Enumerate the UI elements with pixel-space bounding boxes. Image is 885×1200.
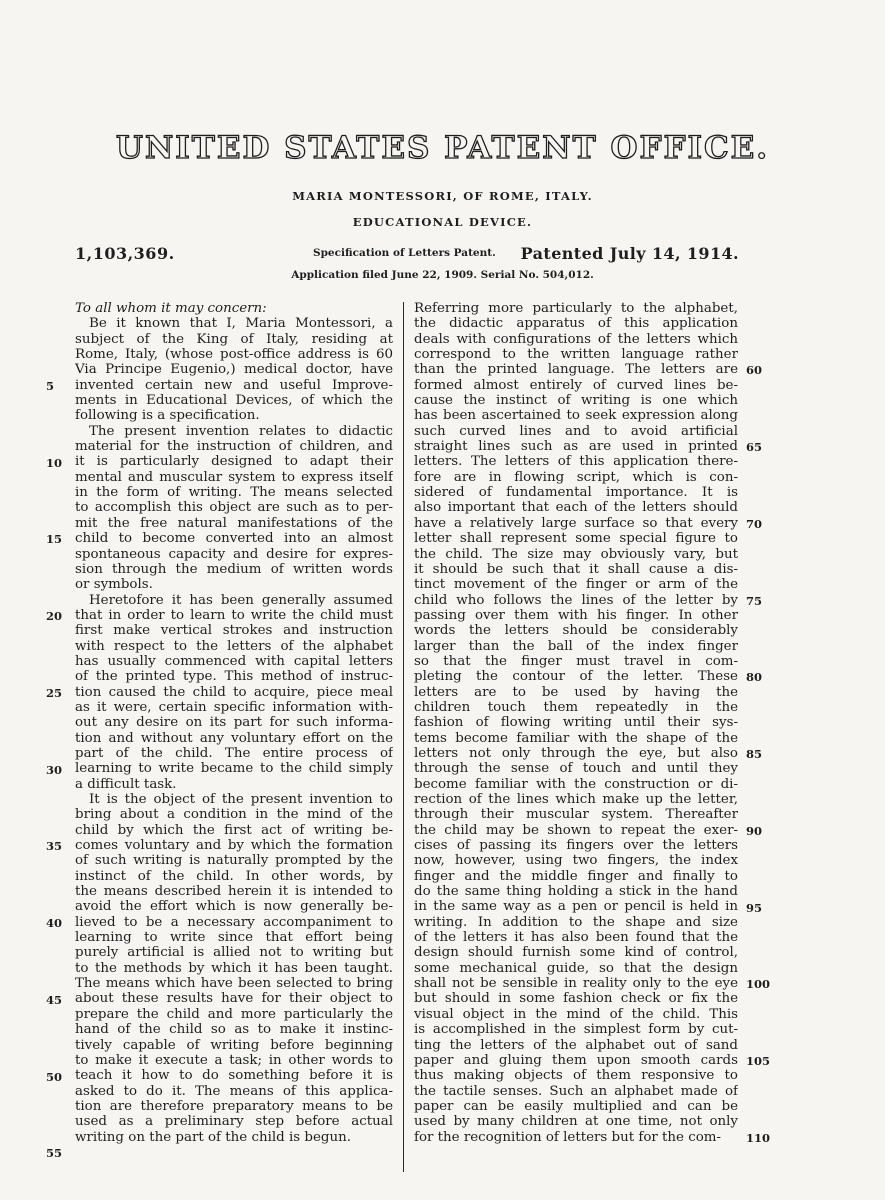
text-line: purely artificial is allied not to writing but (75, 945, 393, 961)
text-line: hand of the child so as to make it instinc- (75, 1022, 393, 1038)
text-line: shall not be sensible in reality only to the eye (414, 976, 738, 992)
text-line: to accomplish this object are such as to per- (75, 500, 393, 516)
patent-number: 1,103,369. (75, 244, 175, 263)
text-line: cause the instinct of writing is one which (414, 393, 738, 409)
text-line: to the methods by which it has been taught. (75, 960, 393, 976)
text-line: child to become converted into an almost (75, 531, 393, 547)
text-line: also important that each of the letters should (414, 500, 738, 516)
text-line: the tactile senses. Such an alphabet made of (414, 1083, 738, 1099)
text-line: do the same thing holding a stick in the hand (414, 884, 738, 900)
text-line: letter shall represent some special figure to (414, 531, 738, 547)
text-line: passing over them with his finger. In other (414, 607, 738, 623)
text-line: or symbols. (75, 577, 153, 593)
text-line: avoid the effort which is now generally be- (75, 899, 393, 915)
text-line: The means which have been selected to bring (75, 976, 393, 992)
text-line: through the sense of touch and until they (414, 761, 738, 777)
text-line: lieved to be a necessary accompaniment to (75, 914, 393, 930)
text-line: have a relatively large surface so that every (414, 515, 738, 531)
text-line: in the same way as a pen or pencil is held in (414, 899, 738, 915)
line-number: 110 (746, 1130, 771, 1145)
office-title: UNITED STATES PATENT OFFICE. (115, 130, 770, 166)
text-line: Rome, Italy, (whose post-office address is 60 (75, 347, 393, 363)
text-line: child who follows the lines of the letter by (414, 592, 738, 608)
text-line: is accomplished in the simplest form by cut- (414, 1022, 738, 1038)
text-line: comes voluntary and by which the formation (75, 838, 393, 854)
text-line: spontaneous capacity and desire for expres- (75, 546, 393, 562)
text-line: has been ascertained to seek expression along (414, 408, 738, 424)
text-line: writing. In addition to the shape and size (414, 914, 738, 930)
text-line: paper can be easily multiplied and can be (414, 1098, 738, 1114)
text-line: that in order to learn to write the child must (75, 607, 393, 623)
column-divider (403, 302, 404, 1172)
text-line: the child may be shown to repeat the exer- (414, 822, 738, 838)
left-text-column (75, 301, 393, 1145)
text-line: Be it known that I, Maria Montessori, a (89, 316, 393, 332)
line-number: 45 (46, 992, 63, 1007)
text-line: To all whom it may concern: (75, 301, 267, 316)
text-line: deals with configurations of the letters which (414, 331, 738, 347)
line-number: 50 (46, 1069, 63, 1084)
text-line: has usually commenced with capital letters (75, 653, 393, 669)
text-line: but should in some fashion check or fix the (414, 991, 738, 1007)
text-line: learning to write became to the child simply (75, 761, 393, 777)
text-line: thus making objects of them responsive to (414, 1068, 738, 1084)
text-line: design should furnish some kind of control, (414, 945, 738, 961)
text-line: some mechanical guide, so that the design (414, 960, 738, 976)
line-number: 75 (746, 593, 763, 608)
text-line: through their muscular system. Thereafter (414, 807, 738, 823)
text-line: tion are therefore preparatory means to be (75, 1098, 393, 1114)
text-line: the child. The size may obviously vary, but (414, 546, 738, 562)
text-line: for the recognition of letters but for the com- (414, 1129, 722, 1145)
text-line: larger than the ball of the index finger (414, 638, 738, 654)
line-number: 10 (46, 455, 63, 470)
text-line: teach it how to do something before it is (75, 1068, 393, 1084)
specification-label: Specification of Letters Patent. (313, 247, 496, 259)
text-line: with respect to the letters of the alphabet (75, 638, 393, 654)
text-line: subject of the King of Italy, residing at (75, 331, 393, 347)
line-number: 100 (746, 977, 771, 992)
text-line: mit the free natural manifestations of the (75, 515, 393, 531)
text-line: of such writing is naturally prompted by the (75, 853, 393, 869)
text-line: pleting the contour of the letter. These (414, 669, 738, 685)
text-line: invented certain new and useful Improve- (75, 377, 393, 393)
text-line: letters not only through the eye, but also (414, 745, 738, 761)
line-number: 25 (46, 685, 63, 700)
text-line: to make it execute a task; in other words to (75, 1052, 393, 1068)
text-line: straight lines such as are used in printed (414, 439, 738, 455)
text-line: paper and gluing them upon smooth cards (414, 1052, 738, 1068)
line-number: 60 (746, 363, 763, 378)
text-line: rection of the lines which make up the letter, (414, 792, 738, 807)
line-number: 5 (46, 378, 55, 393)
text-line: ting the letters of the alphabet out of sand (414, 1037, 738, 1053)
right-text-column (414, 301, 738, 1145)
specification-row (0, 244, 885, 266)
text-line: Referring more particularly to the alphabet, (414, 301, 738, 316)
text-line: It is the object of the present invention to (89, 792, 393, 807)
line-number: 90 (746, 823, 763, 838)
text-line: such curved lines and to avoid artificial (414, 423, 738, 439)
text-line: tion caused the child to acquire, piece meal (75, 684, 393, 700)
line-number: 85 (746, 747, 763, 762)
line-number: 20 (46, 609, 63, 623)
text-line: instinct of the child. In other words, by (75, 868, 393, 884)
text-line: The present invention relates to didactic (89, 423, 393, 439)
text-line: the means described herein it is intended to (75, 884, 393, 900)
inventor-line: MARIA MONTESSORI, OF ROME, ITALY. (292, 189, 593, 203)
text-line: as it were, certain specific information with- (75, 699, 393, 715)
text-line: sidered of fundamental importance. It is (414, 485, 738, 501)
text-line: prepare the child and more particularly the (75, 1006, 393, 1022)
text-line: material for the instruction of children, and (75, 439, 393, 455)
text-line: become familiar with the construction or di- (414, 776, 738, 792)
text-line: part of the child. The entire process of (75, 745, 393, 761)
text-line: correspond to the written language rather (414, 347, 738, 363)
line-number: 70 (746, 516, 763, 531)
text-line: Heretofore it has been generally assumed (89, 592, 393, 608)
text-line: bring about a condition in the mind of the (75, 807, 393, 823)
text-line: in the form of writing. The means selected (75, 485, 393, 501)
invention-title: EDUCATIONAL DEVICE. (352, 215, 533, 229)
text-line: tems become familiar with the shape of the (414, 730, 738, 746)
text-line: letters. The letters of this application there- (414, 454, 738, 470)
text-line: the didactic apparatus of this application (414, 316, 738, 332)
text-line: of the letters it has also been found that the (414, 930, 738, 946)
line-number: 30 (46, 762, 63, 777)
line-number: 15 (46, 532, 63, 547)
text-line: it is particularly designed to adapt their (75, 454, 393, 470)
text-line: about these results have for their object to (75, 991, 393, 1007)
line-number: 40 (46, 916, 63, 930)
text-line: first make vertical strokes and instruction (75, 623, 393, 639)
line-number: 65 (746, 440, 763, 455)
text-line: mental and muscular system to express itself (75, 469, 393, 485)
text-line: writing on the part of the child is begun. (75, 1129, 351, 1145)
text-line: visual object in the mind of the child. This (414, 1006, 738, 1022)
text-line: children touch them repeatedly in the (414, 699, 738, 715)
line-number: 35 (46, 839, 63, 854)
text-line: words the letters should be considerably (414, 623, 738, 639)
patent-date: Patented July 14, 1914. (520, 244, 739, 263)
application-line: Application filed June 22, 1909. Serial No. 504,012. (291, 269, 594, 281)
text-line: out any desire on its part for such informa- (75, 715, 393, 731)
text-line: cises of passing its fingers over the letters (414, 838, 738, 854)
text-line: child by which the first act of writing be- (75, 822, 393, 838)
text-line: than the printed language. The letters are (414, 362, 738, 378)
text-line: it should be such that it shall cause a dis- (414, 561, 738, 577)
text-line: ments in Educational Devices, of which the (75, 393, 393, 409)
text-line: tinct movement of the finger or arm of the (414, 577, 738, 593)
text-line: formed almost entirely of curved lines be- (414, 377, 738, 393)
text-line: of the printed type. This method of instruc- (75, 669, 393, 685)
text-line: fashion of flowing writing until their sys- (414, 715, 738, 731)
text-line: fore are in flowing script, which is con- (414, 469, 738, 485)
text-line: so that the finger must travel in com- (414, 653, 738, 669)
text-line: learning to write since that effort being (75, 930, 393, 946)
text-line: finger and the middle finger and finally to (414, 868, 738, 884)
line-number: 80 (746, 670, 763, 685)
text-line: Via Principe Eugenio,) medical doctor, have (75, 362, 393, 378)
line-number: 55 (46, 1146, 63, 1161)
text-line: used as a preliminary step before actual (75, 1114, 393, 1130)
text-line: tively capable of writing before beginning (75, 1037, 393, 1053)
text-line: sion through the medium of written words (75, 561, 393, 577)
line-number: 105 (746, 1054, 771, 1069)
text-line: tion and without any voluntary effort on the (75, 730, 393, 746)
text-line: asked to do it. The means of this applica- (75, 1083, 393, 1099)
text-line: following is a specification. (75, 408, 260, 424)
text-line: used by many children at one time, not only (414, 1114, 738, 1130)
text-line: now, however, using two fingers, the index (414, 853, 738, 869)
line-number: 95 (746, 900, 763, 915)
text-line: a difficult task. (75, 776, 177, 792)
text-line: letters are to be used by having the (414, 684, 738, 700)
